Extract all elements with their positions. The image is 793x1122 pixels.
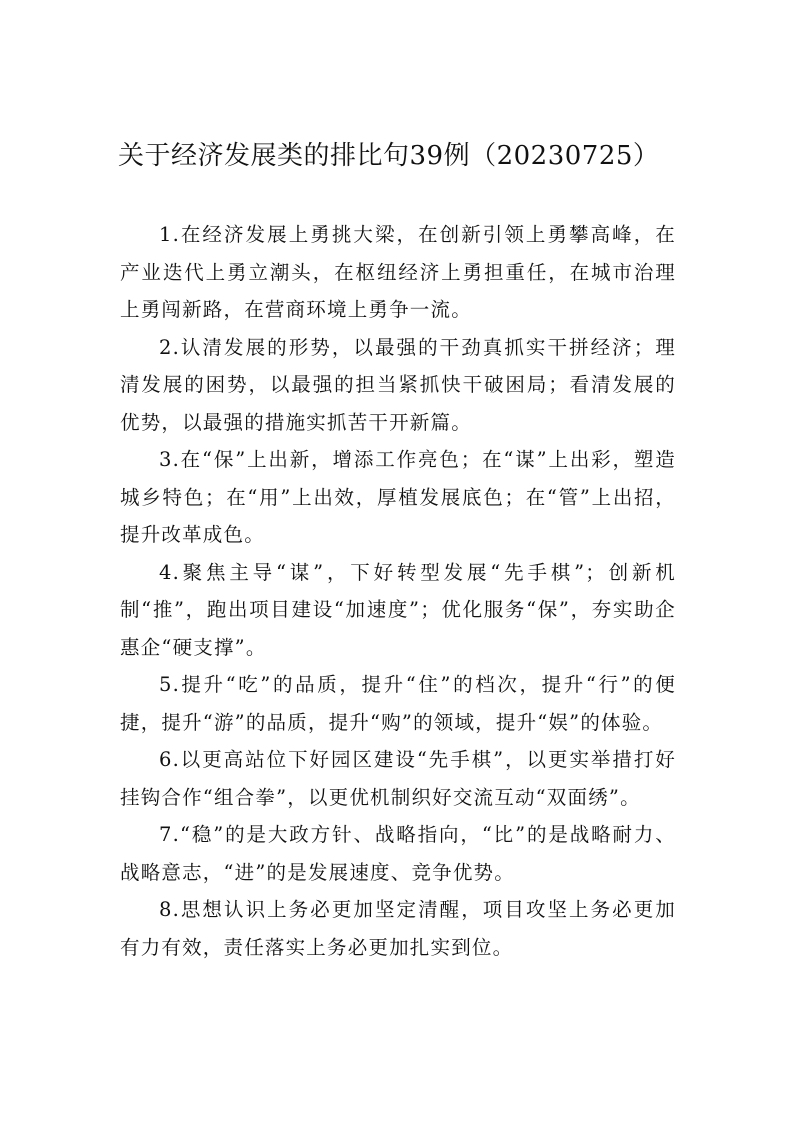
paragraph-1: 1.在经济发展上勇挑大梁，在创新引领上勇攀高峰，在产业迭代上勇立潮头，在枢纽经济上勇担重任，在城市治理上勇闯新路，在营商环境上勇争一流。 [120,223,676,321]
paragraph-6: 6.以更高站位下好园区建设“先手棋”，以更实举措打好挂钩合作“组合拳”，以更优机制织好交流互动“双面绣”。 [120,748,676,809]
paragraph-2: 2.认清发展的形势，以最强的干劲真抓实干拼经济；理清发展的困势，以最强的担当紧抓快干破困局；看清发展的优势，以最强的措施实抓苦干开新篇。 [120,335,676,434]
paragraph-8: 8.思想认识上务必更加坚定清醒，项目攻坚上务必更加有力有效，责任落实上务必更加扎实到位。 [120,898,676,959]
paragraph-3: 3.在“保”上出新，增添工作亮色；在“谋”上出彩，塑造城乡特色；在“用”上出效，厚植发展底色；在“管”上出招，提升改革成色。 [120,448,676,546]
document-title: 关于经济发展类的排比句39例（20230725） [118,141,660,171]
paragraph-7: 7.“稳”的是大政方针、战略指向，“比”的是战略耐力、战略意志，“进”的是发展速度、竞争优势。 [120,823,676,884]
paragraph-4: 4.聚焦主导“谋”，下好转型发展“先手棋”；创新机制“推”，跑出项目建设“加速度”；优化服务“保”，夯实助企惠企“硬支撑”。 [120,560,676,659]
document-body [120,216,676,966]
paragraph-5: 5.提升“吃”的品质，提升“住”的档次，提升“行”的便捷，提升“游”的品质，提升“购”的领域，提升“娱”的体验。 [120,673,676,734]
